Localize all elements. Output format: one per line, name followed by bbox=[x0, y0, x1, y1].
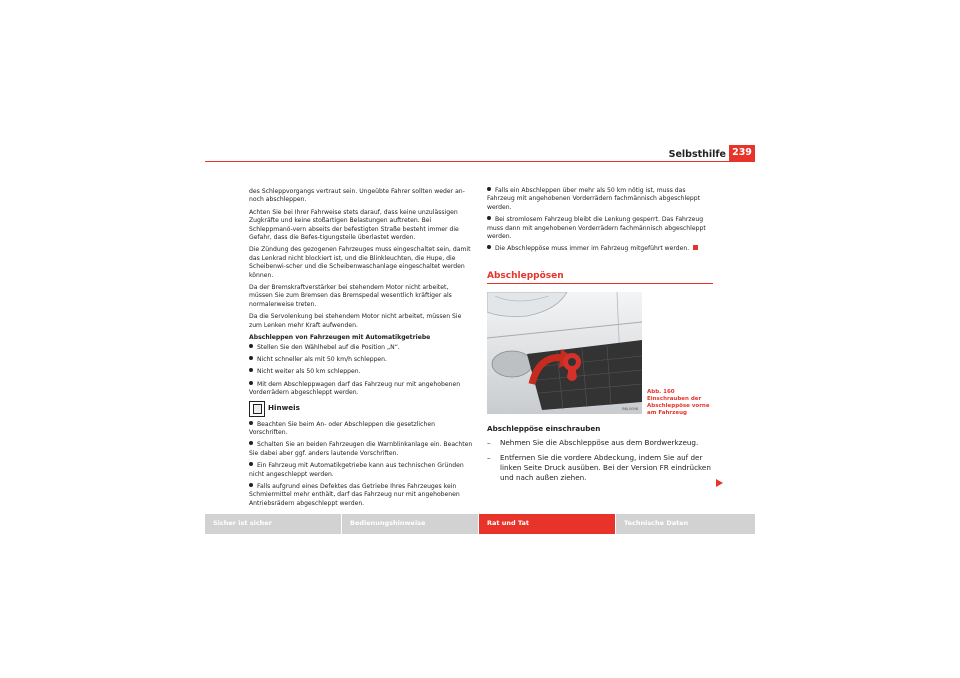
bullet-icon bbox=[249, 368, 253, 372]
page-header-title: Selbsthilfe bbox=[668, 149, 726, 160]
section-title: Abschleppösen bbox=[487, 271, 564, 281]
bullet-icon bbox=[249, 421, 253, 425]
note-item bbox=[249, 462, 473, 479]
list-item-text: Falls ein Abschleppen über mehr als 50 km nötig ist, muss das Fahrzeug mit angehobenen Vorderrädern fachmännisch abgeschleppt werden. bbox=[487, 187, 701, 211]
note-item bbox=[249, 441, 473, 458]
bullet-icon bbox=[249, 483, 253, 487]
procedure-title: Abschleppöse einschrauben bbox=[487, 424, 601, 433]
page-number: 239 bbox=[729, 145, 755, 161]
figure-tow-eye-image bbox=[487, 292, 642, 414]
list-item-text: Schalten Sie an beiden Fahrzeugen die Warnblinkanlage ein. Beachten Sie dabei aber ggf. anders lautende Vorschriften. bbox=[249, 441, 473, 457]
paragraph: Da die Servolenkung bei stehendem Motor nicht arbeitet, müssen Sie zum Lenken mehr Kraft aufwenden. bbox=[249, 313, 462, 329]
paragraph: Die Zündung des gezogenen Fahrzeuges muss eingeschaltet sein, damit das Lenkrad nicht blockiert ist, und die Blinkleuchten, die Hupe, die Scheibenwi-scher und die Scheibenwaschanlage eingeschaltet werden können. bbox=[249, 246, 471, 279]
bullet-icon bbox=[249, 462, 253, 466]
subheading-automatic: Abschleppen von Fahrzeugen mit Automatikgetriebe bbox=[249, 334, 431, 342]
list-item bbox=[249, 356, 473, 364]
tab-sicher-ist-sicher[interactable]: Sicher ist sicher bbox=[205, 514, 341, 534]
procedure-step bbox=[487, 438, 715, 448]
note-item bbox=[249, 483, 473, 508]
bullet-icon bbox=[249, 381, 253, 385]
figure-caption: Abb. 160 Einschrauben der Abschleppöse vorne am Fahrzeug bbox=[647, 389, 710, 416]
section-end-icon bbox=[693, 245, 698, 250]
list-item-text: Stellen Sie den Wählhebel auf die Position „N“. bbox=[257, 343, 400, 351]
bullet-icon bbox=[249, 344, 253, 348]
step-text: Nehmen Sie die Abschleppöse aus dem Bordwerkzeug. bbox=[500, 438, 699, 447]
figure-code: B6J-0098 bbox=[622, 407, 638, 411]
list-item-text: Die Abschleppöse muss immer im Fahrzeug mitgeführt werden. bbox=[495, 245, 690, 253]
note-item bbox=[249, 421, 473, 438]
list-item-text: Beachten Sie beim An- oder Abschleppen die gesetzlichen Vorschriften. bbox=[249, 420, 435, 436]
right-column bbox=[487, 187, 715, 258]
list-item bbox=[487, 187, 715, 212]
car-front-illustration bbox=[487, 292, 642, 414]
step-marker: – bbox=[487, 438, 491, 447]
paragraph: Da der Bremskraftverstärker bei stehendem Motor nicht arbeitet, müssen Sie zum Bremsen das Bremspedal wesentlich kräftiger als normalerweise treten. bbox=[249, 284, 452, 308]
list-item bbox=[487, 245, 715, 253]
paragraph: Achten Sie bei Ihrer Fahrweise stets darauf, dass keine unzulässigen Zugkräfte und keine stoßartigen Belastungen auftreten. Bei Schleppmanö-vern abseits der befestigten Straße besteht immer die Gefahr, dass die Befes-tigungsteile überlastet werden. bbox=[249, 208, 459, 242]
list-item-text: Ein Fahrzeug mit Automatikgetriebe kann aus technischen Gründen nicht angeschleppt werden. bbox=[249, 462, 464, 478]
bullet-icon bbox=[487, 216, 491, 220]
tab-bedienungshinweise[interactable]: Bedienungshinweise bbox=[342, 514, 478, 534]
footer-nav bbox=[205, 514, 755, 534]
list-item bbox=[249, 344, 473, 352]
list-item bbox=[487, 216, 715, 241]
left-column bbox=[249, 188, 473, 512]
bullet-icon bbox=[249, 356, 253, 360]
bullet-icon bbox=[487, 187, 491, 191]
note-label: Hinweis bbox=[268, 402, 300, 412]
list-item-text: Mit dem Abschleppwagen darf das Fahrzeug nur mit angehobenen Vorderrädern abgeschleppt werden. bbox=[249, 380, 461, 397]
tab-rat-und-tat[interactable]: Rat und Tat bbox=[479, 514, 615, 534]
header-divider bbox=[205, 161, 755, 162]
procedure bbox=[487, 424, 715, 488]
continue-arrow-icon[interactable] bbox=[716, 479, 723, 487]
list-item bbox=[249, 381, 473, 398]
list-item-text: Nicht schneller als mit 50 km/h schleppen. bbox=[257, 355, 387, 363]
section-divider bbox=[487, 283, 713, 284]
step-text: Entfernen Sie die vordere Abdeckung, indem Sie auf der linken Seite Druck ausüben. Bei der Version FR eindrücken und nach außen ziehen. bbox=[500, 453, 711, 482]
tab-technische-daten[interactable]: Technische Daten bbox=[616, 514, 755, 534]
bullet-icon bbox=[487, 245, 491, 249]
list-item-text: Nicht weiter als 50 km schleppen. bbox=[257, 368, 361, 376]
bullet-icon bbox=[249, 441, 253, 445]
list-item-text: Falls aufgrund eines Defektes das Getriebe Ihres Fahrzeuges kein Schmiermittel mehr enthält, darf das Fahrzeug nur mit angehobenen Antriebsrädern abgeschleppt werden. bbox=[249, 482, 460, 507]
note-icon bbox=[249, 401, 265, 417]
paragraph: des Schleppvorgangs vertraut sein. Ungeübte Fahrer sollten weder an- noch abschleppen. bbox=[249, 188, 465, 204]
list-item bbox=[249, 368, 473, 376]
procedure-step bbox=[487, 453, 715, 483]
list-item-text: Bei stromlosem Fahrzeug bleibt die Lenkung gesperrt. Das Fahrzeug muss dann mit angehobenen Vorderrädern fachmännisch abgeschleppt werden. bbox=[487, 216, 706, 241]
step-marker: – bbox=[487, 453, 491, 462]
note-heading bbox=[249, 404, 473, 418]
